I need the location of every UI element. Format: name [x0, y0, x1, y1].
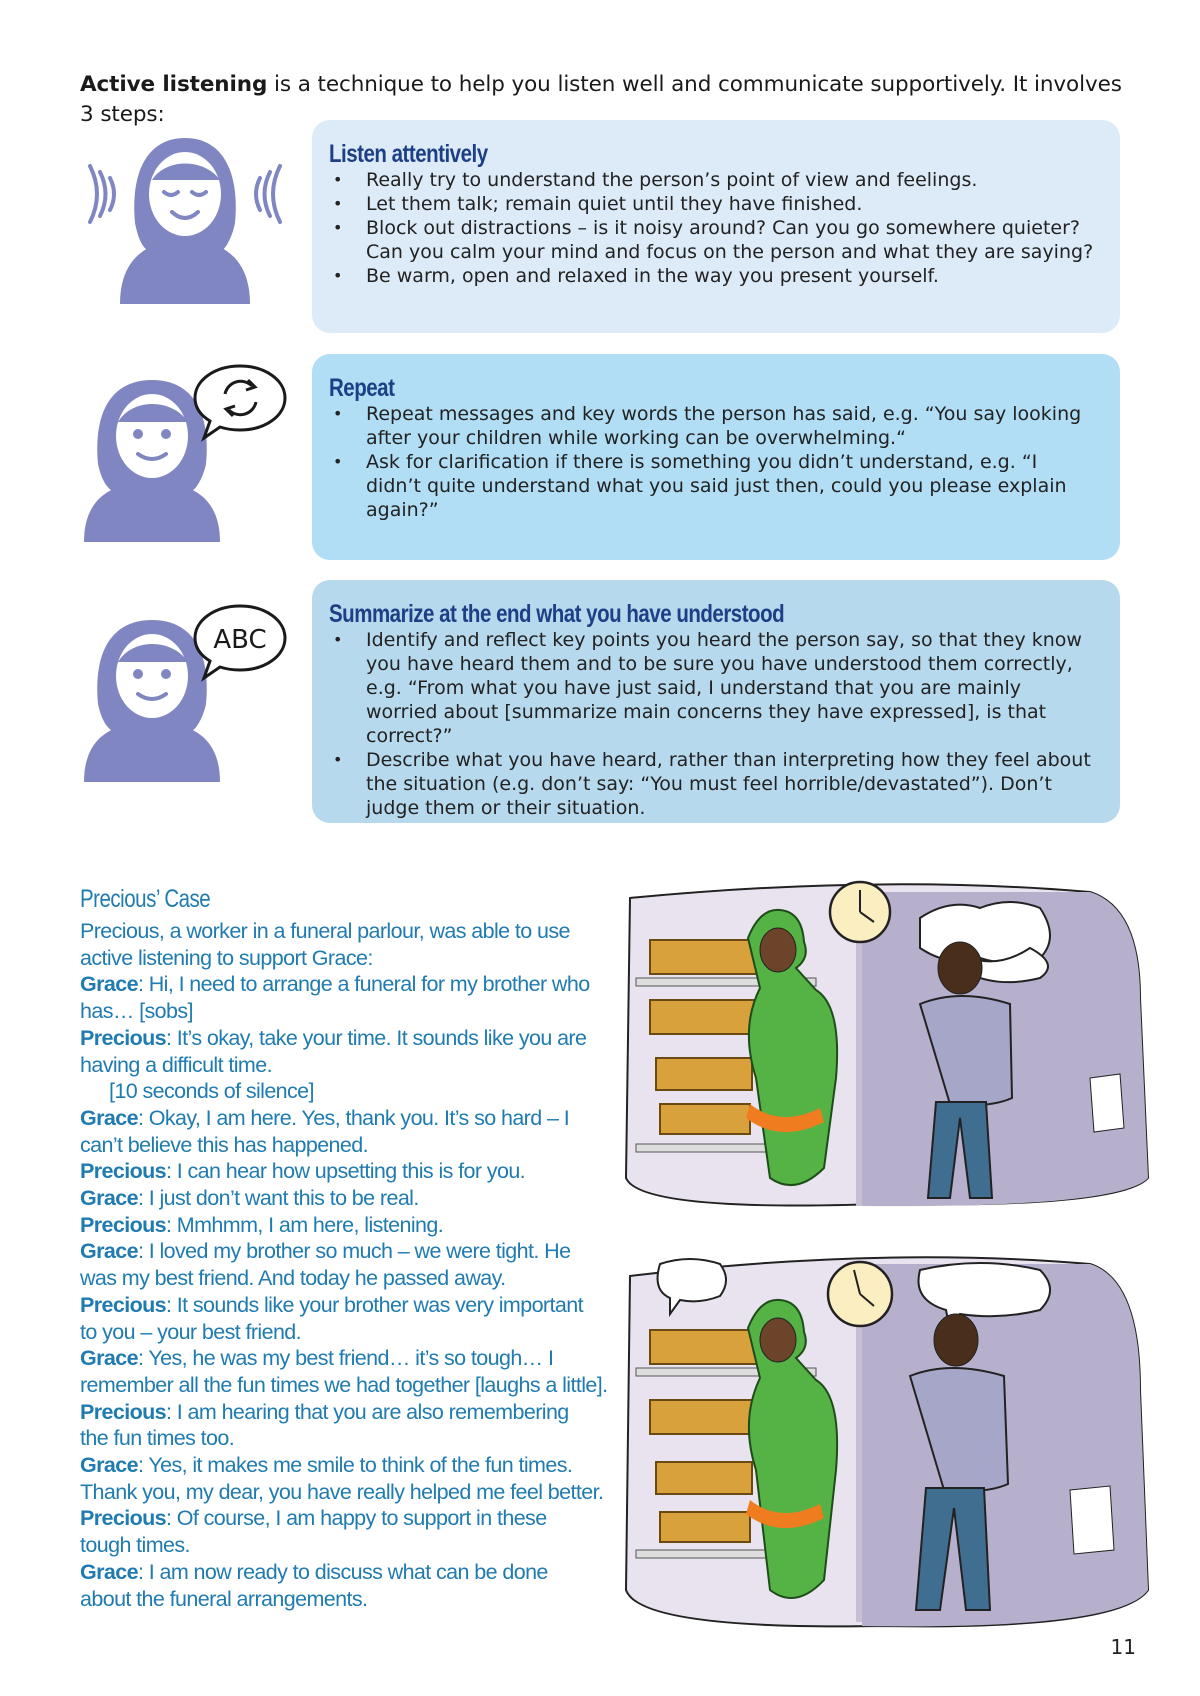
speaker-name: Precious [80, 1159, 167, 1184]
dialogue-text: can’t believe this has happened. [80, 1132, 368, 1157]
dialogue-line [80, 1532, 620, 1559]
dialogue-line [80, 1452, 620, 1479]
intro-rest: is a technique to help you listen well and communicate supportively. It involves 3 steps: [80, 72, 1122, 127]
dialogue-text: has… [sobs] [80, 999, 193, 1024]
bullet-item: • Ask for clarification if there is something you didn’t understand, e.g. “I didn’t quite understand what you said just then, could you please explain again?” [329, 450, 1096, 522]
bullet-item: • Describe what you have heard, rather than interpreting how they feel about the situation (e.g. don’t say: “You must feel horrible/devastated”). Don’t judge them or their situation. [329, 748, 1096, 820]
dialogue-line [80, 1025, 620, 1052]
dialogue-text: : Mmhmm, I am here, listening. [166, 1212, 444, 1237]
summarize-person-icon [80, 598, 290, 798]
dialogue-text: [10 seconds of silence] [109, 1079, 314, 1104]
dialogue-line [80, 998, 620, 1025]
step-title-repeat: Repeat [329, 374, 395, 402]
dialogue-text: : I am hearing that you are also remembering [166, 1399, 569, 1424]
dialogue-text: the fun times too. [80, 1426, 235, 1451]
dialogue-text: : Yes, he was my best friend… it’s so tough… I [137, 1346, 554, 1371]
step-bullets-listen [329, 168, 1096, 288]
dialogue-line [80, 1505, 620, 1532]
step-bullets-repeat [329, 402, 1096, 522]
dialogue-line [80, 918, 620, 945]
speaker-name: Grace [80, 1186, 138, 1211]
dialogue-text: remember all the fun times we had together [laughs a little]. [80, 1372, 608, 1397]
speaker-name: Precious [80, 1399, 167, 1424]
dialogue-line [80, 1399, 620, 1426]
step-box-listen [312, 120, 1120, 333]
dialogue-line [80, 1425, 620, 1452]
dialogue-text: : Of course, I am happy to support in these [166, 1506, 547, 1531]
abc-bubble-text: ABC [213, 625, 267, 655]
dialogue-line [80, 1586, 620, 1613]
dialogue-line [80, 971, 620, 998]
page-number: 11 [1110, 1635, 1136, 1659]
bullet-item: • Repeat messages and key words the person has said, e.g. “You say looking after your children while working can be overwhelming.“ [329, 402, 1096, 450]
step-box-summarize [312, 580, 1120, 823]
speaker-name: Grace [80, 1346, 138, 1371]
bullet-item: • Let them talk; remain quiet until they have finished. [329, 192, 1096, 216]
step-box-repeat [312, 354, 1120, 560]
dialogue-text: : Yes, it makes me smile to think of the fun times. [137, 1453, 573, 1478]
dialogue-text: : It sounds like your brother was very important [166, 1292, 583, 1317]
dialogue-text: to you – your best friend. [80, 1319, 302, 1344]
speaker-name: Precious [80, 1212, 167, 1237]
repeat-person-icon [80, 358, 290, 558]
speaker-name: Precious [80, 1025, 167, 1050]
step-bullets-summarize [329, 628, 1096, 820]
dialogue-text: : Hi, I need to arrange a funeral for my brother who [137, 972, 590, 997]
dialogue-line [80, 1212, 620, 1239]
dialogue-text: was my best friend. And today he passed away. [80, 1266, 506, 1291]
dialogue-text: active listening to support Grace: [80, 945, 373, 970]
case-title: Precious’ Case [80, 885, 211, 913]
dialogue-line [80, 1185, 620, 1212]
speaker-name: Grace [80, 1239, 138, 1264]
dialogue-text: having a difficult time. [80, 1052, 272, 1077]
dialogue-line [80, 1158, 620, 1185]
speaker-name: Precious [80, 1292, 167, 1317]
dialogue-text: : I just don’t want this to be real. [137, 1186, 419, 1211]
dialogue-line [80, 1292, 620, 1319]
dialogue-text: tough times. [80, 1533, 190, 1558]
dialogue-line [80, 1319, 620, 1346]
step-title-listen: Listen attentively [329, 140, 488, 168]
speaker-name: Precious [80, 1506, 167, 1531]
dialogue-text: : I am now ready to discuss what can be done [137, 1559, 548, 1584]
dialogue-text: : I loved my brother so much – we were tight. He [137, 1239, 571, 1264]
case-dialogue [80, 918, 620, 1612]
dialogue-line [80, 1078, 620, 1105]
bullet-item: • Really try to understand the person’s point of view and feelings. [329, 168, 1096, 192]
speaker-name: Grace [80, 1105, 138, 1130]
dialogue-line [80, 1479, 620, 1506]
dialogue-line [80, 1559, 620, 1586]
dialogue-line [80, 945, 620, 972]
dialogue-line [80, 1345, 620, 1372]
dialogue-text: : I can hear how upsetting this is for you. [166, 1159, 526, 1184]
dialogue-text: about the funeral arrangements. [80, 1586, 368, 1611]
speaker-name: Grace [80, 1453, 138, 1478]
dialogue-line [80, 1052, 620, 1079]
dialogue-text: Precious, a worker in a funeral parlour, was able to use [80, 919, 570, 943]
bullet-item: • Block out distractions – is it noisy around? Can you go somewhere quieter? Can you calm your mind and focus on the person and what they are saying? [329, 216, 1096, 264]
intro-bold: Active listening [80, 72, 268, 97]
dialogue-text: : It’s okay, take your time. It sounds like you are [166, 1025, 587, 1050]
dialogue-line [80, 1372, 620, 1399]
bullet-item: • Be warm, open and relaxed in the way you present yourself. [329, 264, 1096, 288]
phone-call-illustration-1 [620, 878, 1150, 1212]
dialogue-line [80, 1132, 620, 1159]
phone-call-illustration-2 [620, 1250, 1150, 1630]
step-title-summarize: Summarize at the end what you have understood [329, 600, 785, 628]
dialogue-line [80, 1265, 620, 1292]
dialogue-text: Thank you, my dear, you have really helped me feel better. [80, 1479, 604, 1504]
case-study [80, 880, 620, 1612]
speaker-name: Grace [80, 972, 138, 997]
speaker-name: Grace [80, 1559, 138, 1584]
dialogue-text: : Okay, I am here. Yes, thank you. It’s so hard – I [137, 1105, 570, 1130]
listening-person-icon [80, 128, 290, 328]
bullet-item: • Identify and reflect key points you heard the person say, so that they know you have heard them and to be sure you have understood them correctly, e.g. “From what you have just said, I understand that you are mainly worried about [summarize main concerns they have expressed], is that correct?” [329, 628, 1096, 748]
dialogue-line [80, 1238, 620, 1265]
dialogue-line [80, 1105, 620, 1132]
